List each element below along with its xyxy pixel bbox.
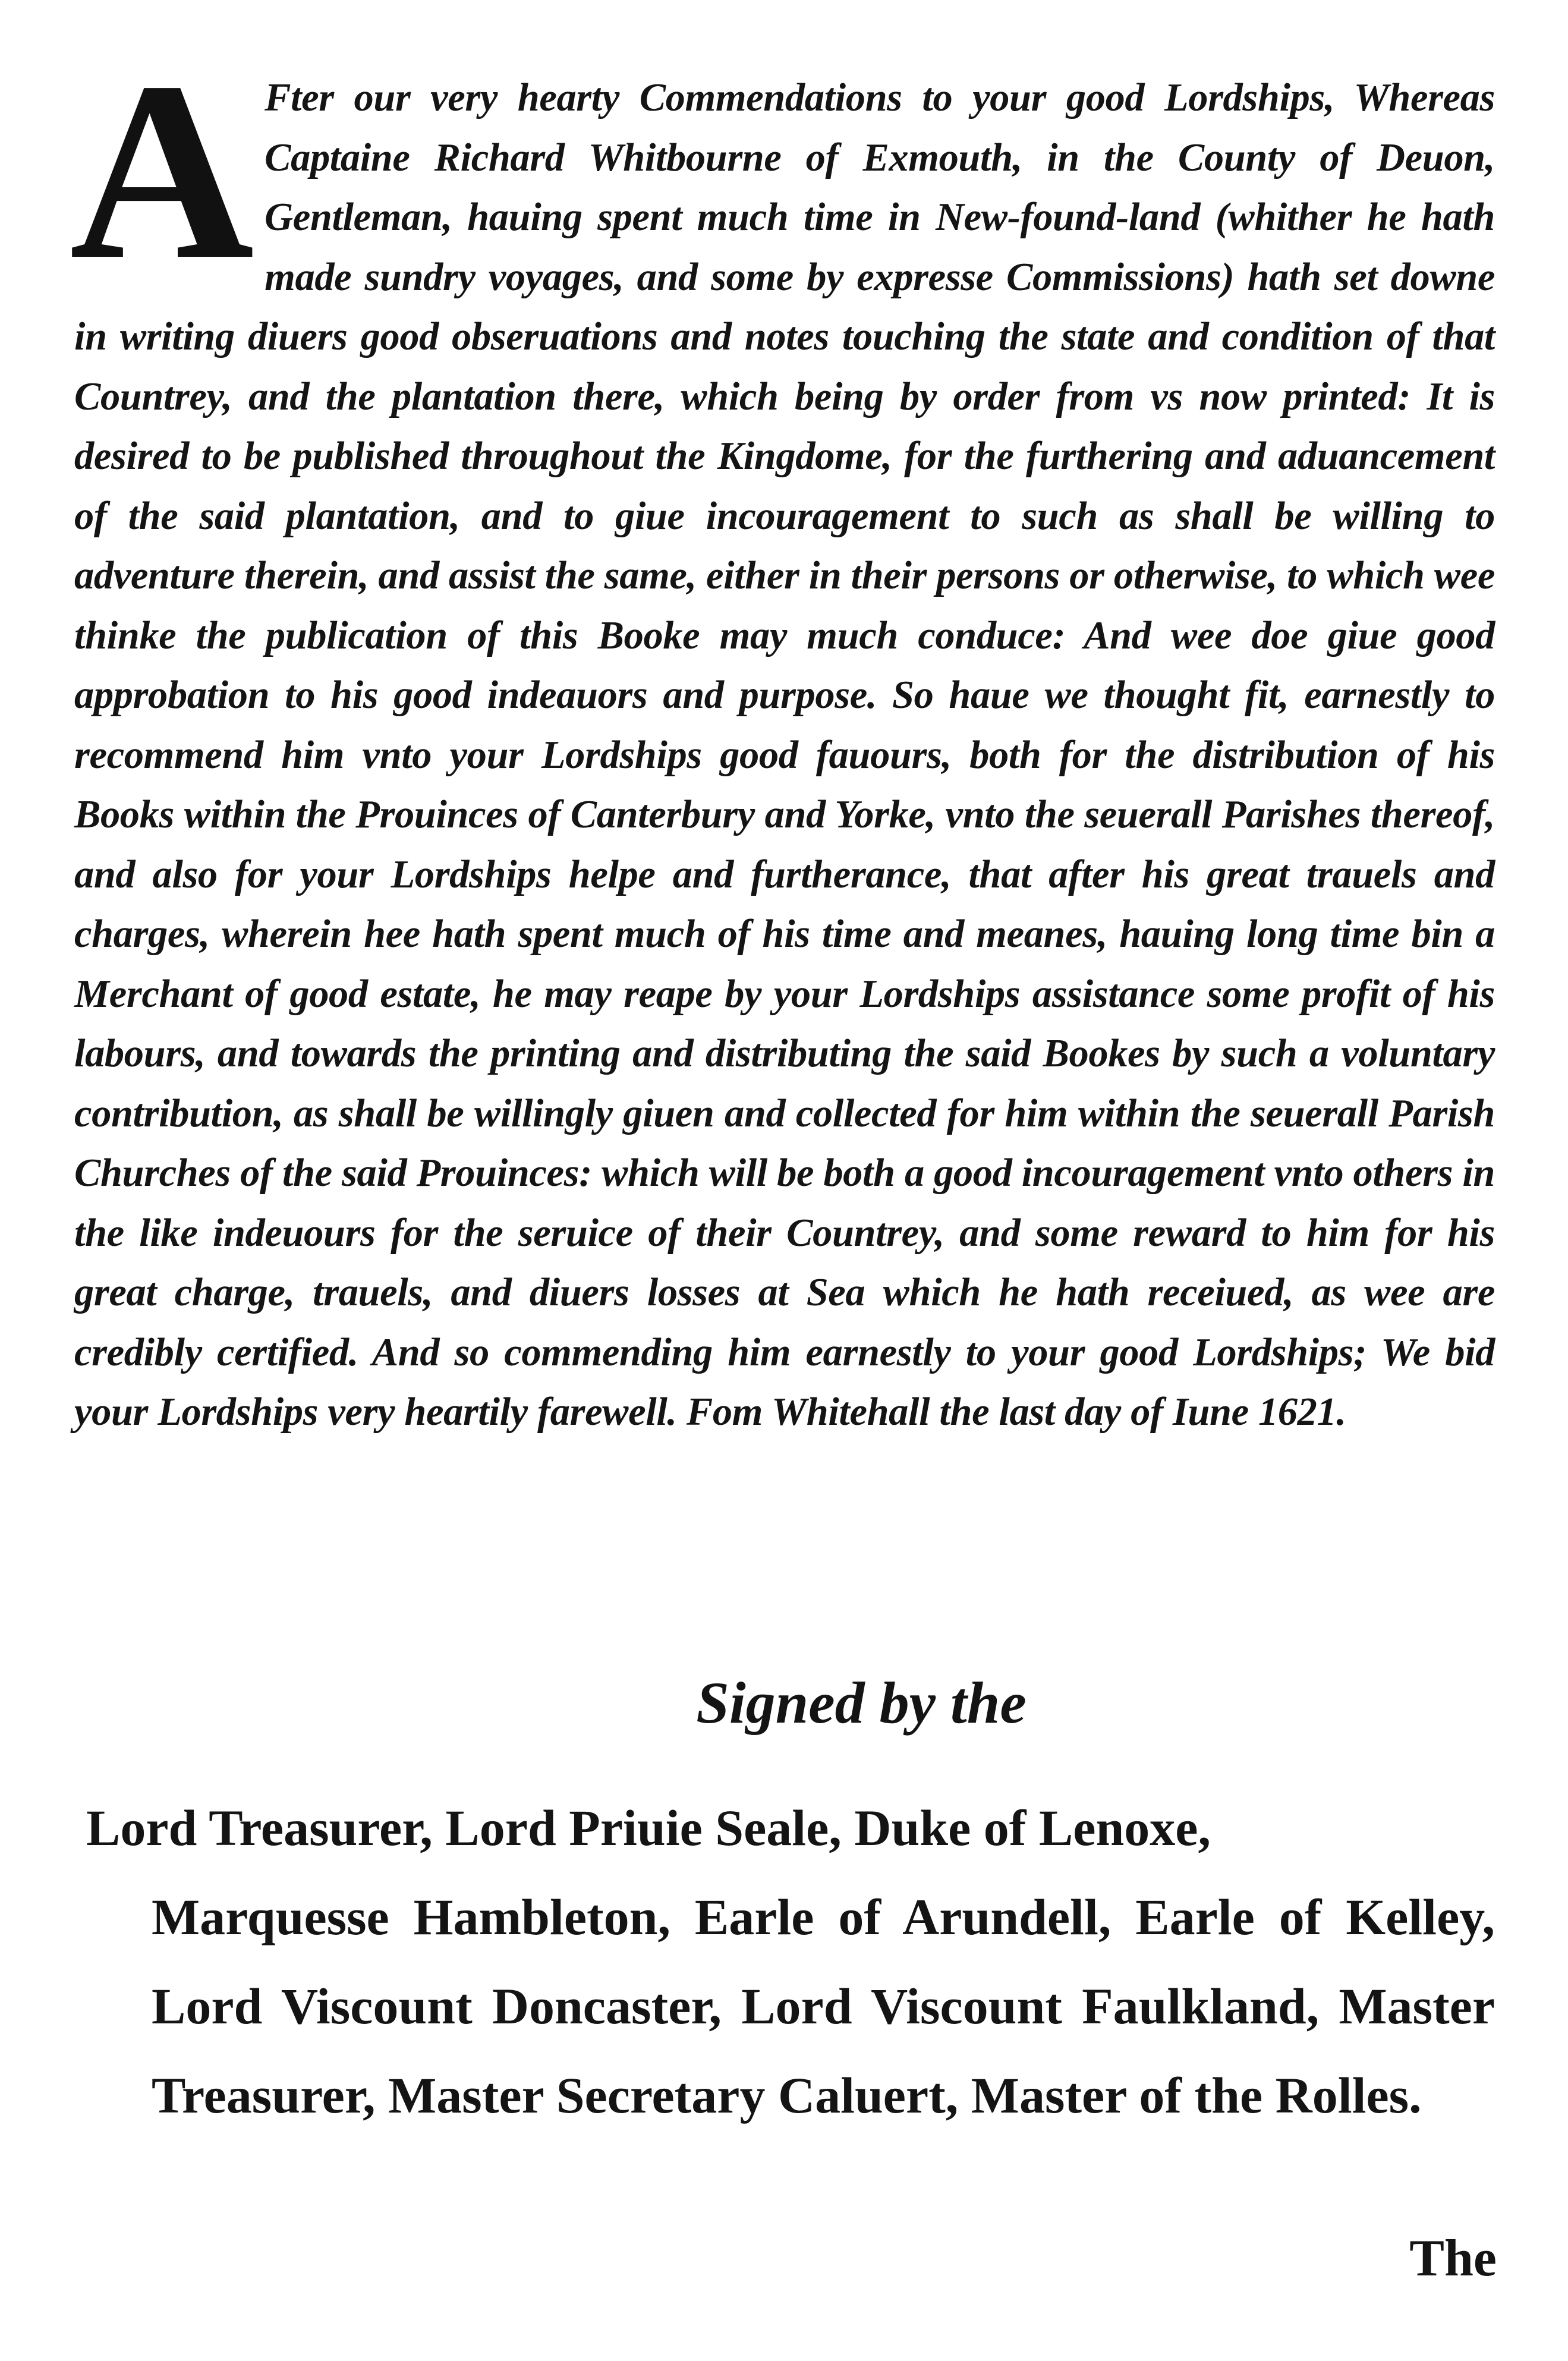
signers-rest: Marquesse Hambleton, Earle of Arundell, Earle of Kelley, Lord Viscount Doncaster, Lord Viscount Faulkland, Master Treasurer, Master Secretary Caluert, Master of the Rolles. — [152, 1888, 1495, 2124]
drop-cap: A — [70, 30, 254, 313]
signers-first-line: Lord Treasurer, Lord Priuie Seale, Duke of Lenoxe, — [86, 1799, 1211, 1856]
signed-heading: Signed by the — [696, 1670, 1027, 1736]
signers-list — [86, 1783, 1495, 2140]
letter-body: Fter our very hearty Commendations to your good Lordships, Whereas Captaine Richard Whitbourne of Exmouth, in the County of Deuon, Gentleman, hauing spent much time in New-found-land (whither he hath made sundry voyages, and some by expresse Commissions) hath set downe in writing diuers good obseruations and notes touching the state and condition of that Countrey, and the plantation there, which being by order from vs now printed: It is desired to be published throughout the Kingdome, for the furthering and aduancement of the said plantation, and to giue incouragement to such as shall be willing to adventure therein, and assist the same, either in their persons or otherwise, to which wee thinke the publication of this Booke may much conduce: And wee doe giue good approbation to his good indeauors and purpose. So haue we thought fit, earnestly to recommend him vnto your Lordships good fauours, both for the distribution of his Books within the Prouinces of Canterbury and Yorke, vnto the seuerall Parishes thereof, and also for your Lordships helpe and furtherance, that after his great trauels and charges, wherein hee hath spent much of his time and meanes, hauing long time bin a Merchant of good estate, he may reape by your Lordships assistance some profit of his labours, and towards the printing and distributing the said Bookes by such a voluntary contribution, as shall be willingly giuen and collected for him within the seuerall Parish Churches of the said Prouinces: which will be both a good incouragement vnto others in the like indeuours for the seruice of their Countrey, and some reward to him for his great charge, trauels, and diuers losses at Sea which he hath receiued, as wee are credibly certified. And so commending him earnestly to your good Lordships; We bid your Lordships very heartily farewell. Fom Whitehall the last day of Iune 1621. — [74, 76, 1495, 1434]
letter-paragraph — [70, 30, 1495, 1443]
catchword: The — [1409, 2230, 1497, 2287]
